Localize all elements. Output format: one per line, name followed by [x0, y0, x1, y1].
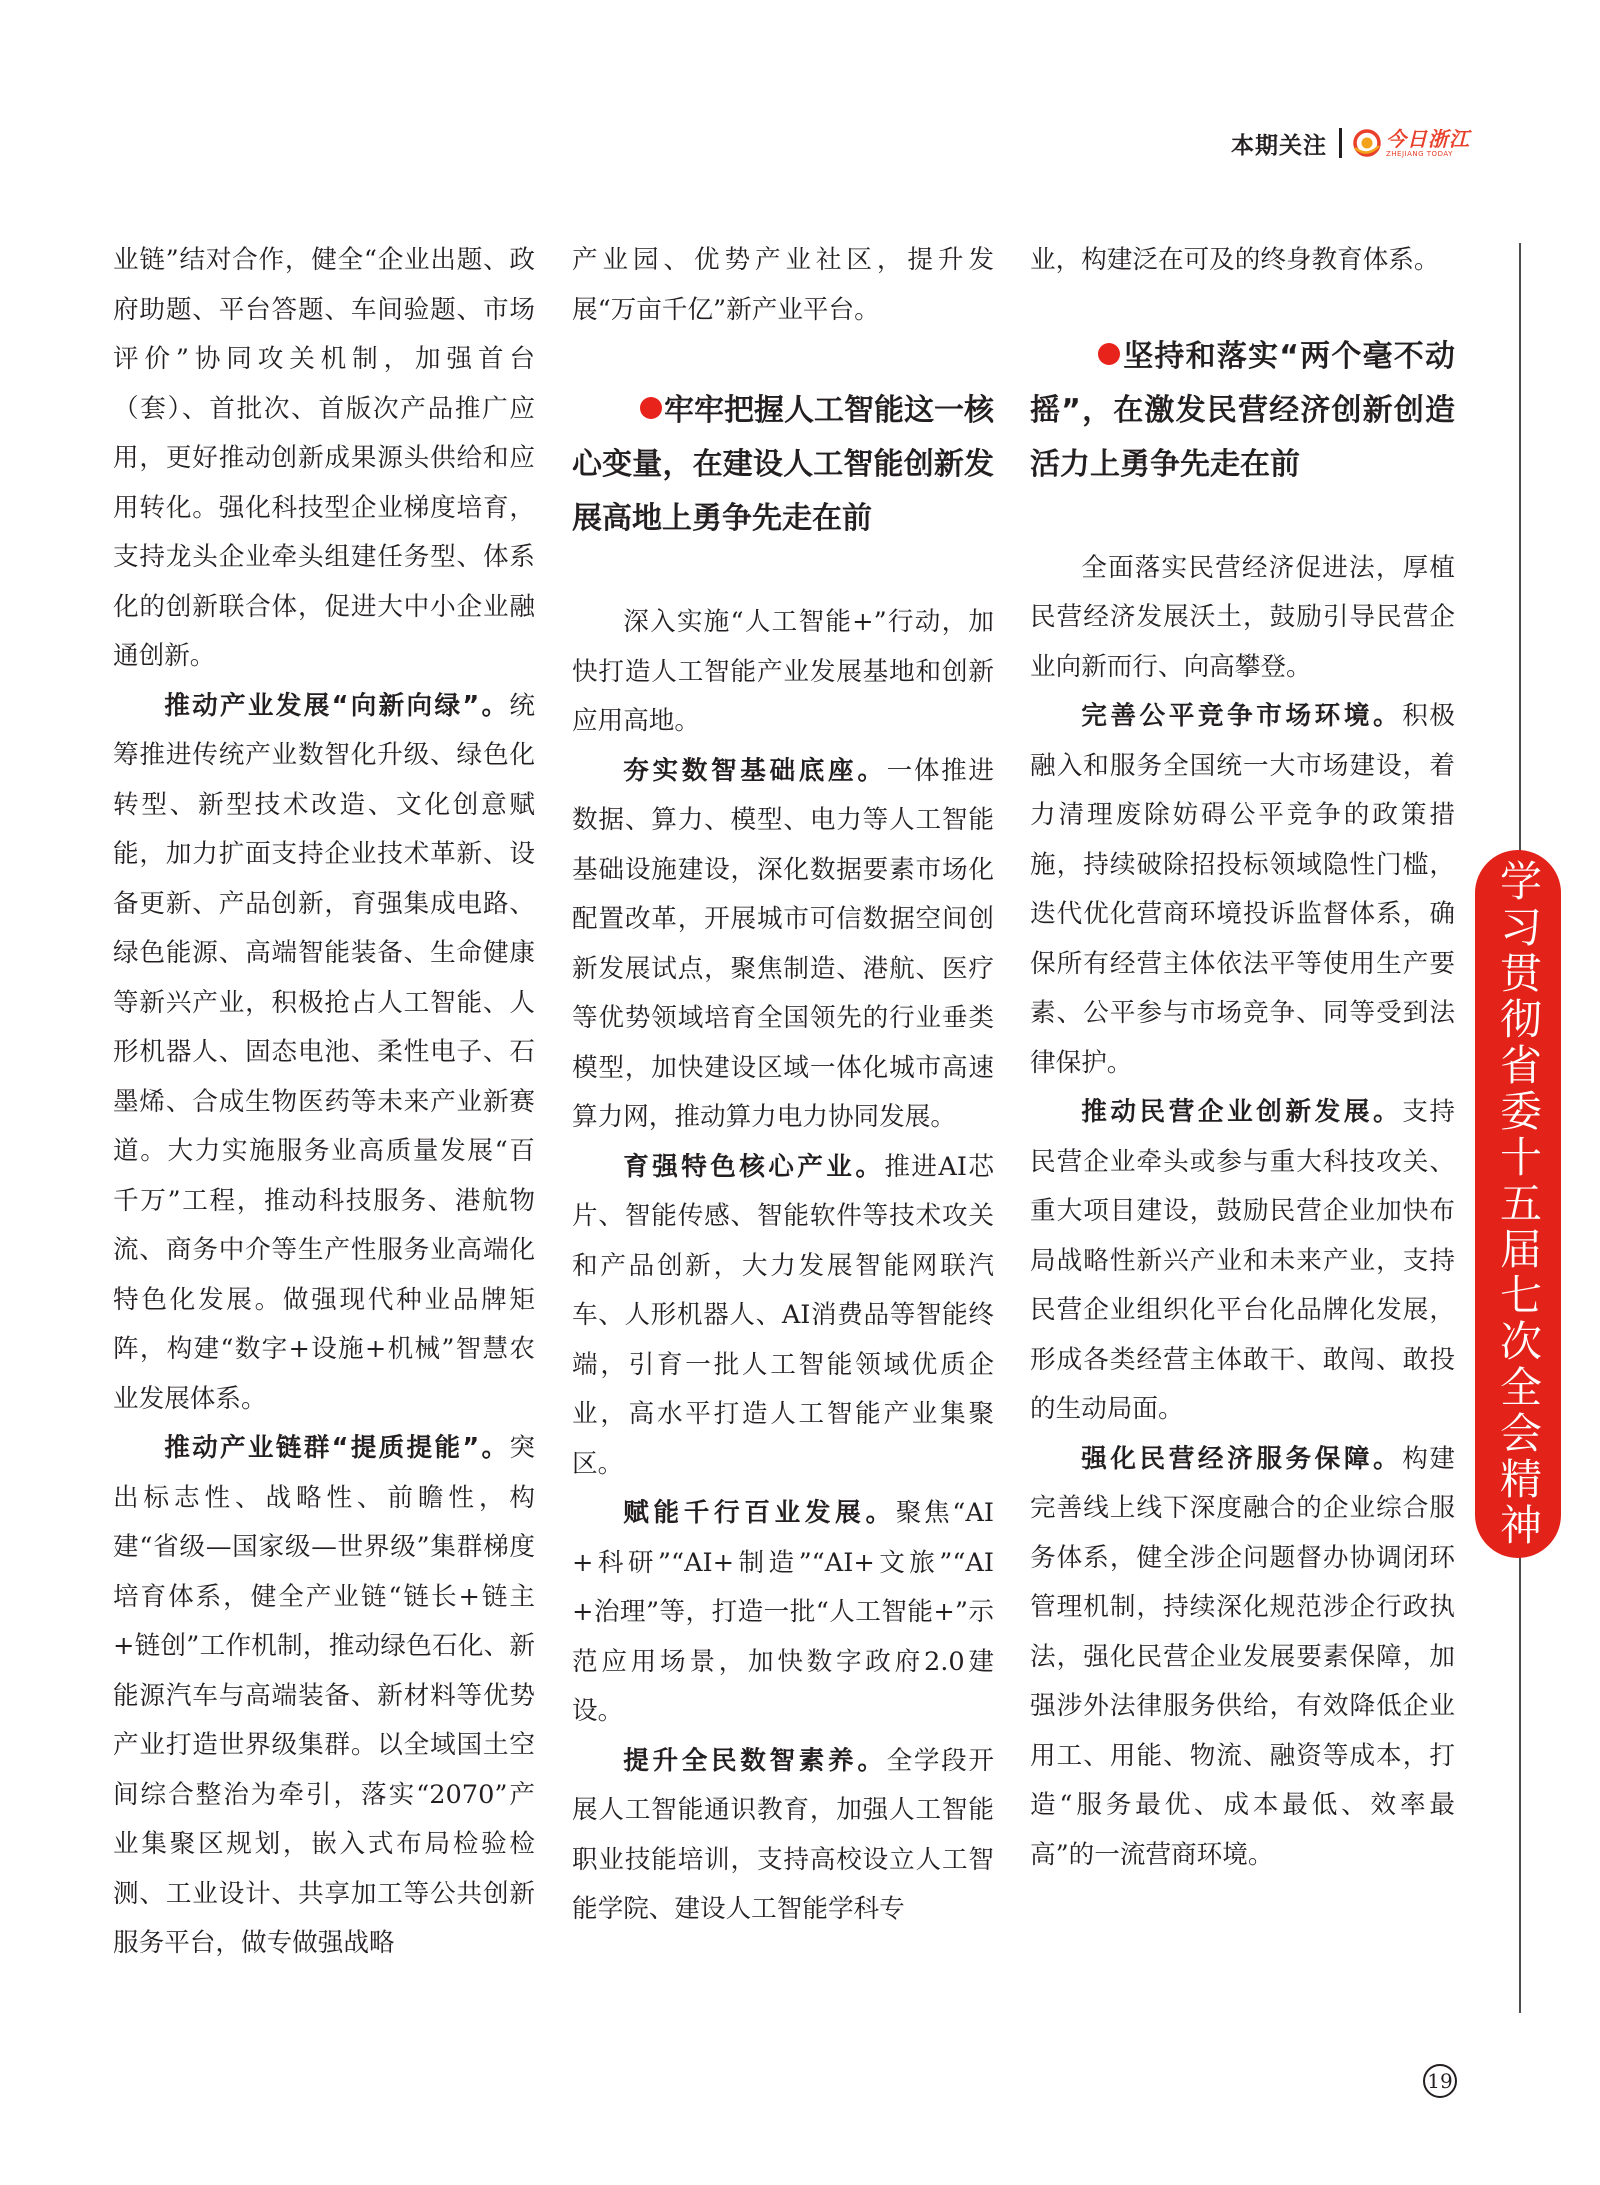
- text-column-2: [572, 236, 994, 1935]
- paragraph-body: 统筹推进传统产业数智化升级、绿色化转型、新型技术改造、文化创意赋能，加力扩面支持企业技术革新、设备更新、产品创新，育强集成电路、绿色能源、高端智能装备、生命健康等新兴产业，积极抢占人工智能、人形机器人、固态电池、柔性电子、石墨烯、合成生物医药等未来产业新赛道。大力实施服务业高质量发展“百千万”工程，推动科技服务、港航物流、商务中介等生产性服务业高端化特色化发展。做强现代种业品牌矩阵，构建“数字+设施+机械”智慧农业发展体系。: [113, 690, 535, 1414]
- text-column-1: [113, 236, 535, 1969]
- logo-chinese-text: 今日浙江: [1386, 126, 1470, 151]
- paragraph: 全面落实民营经济促进法，厚植民营经济发展沃土，鼓励引导民营企业向新而行、向高攀登。: [1030, 552, 1455, 682]
- paragraph-body: 一体推进数据、算力、模型、电力等人工智能基础设施建设，深化数据要素市场化配置改革，开展城市可信数据空间创新发展试点，聚焦制造、港航、医疗等优势领域培育全国领先的行业垂类模型，加快建设区域一体化城市高速算力网，推动算力电力协同发展。: [572, 755, 994, 1132]
- section-heading: [1030, 330, 1455, 492]
- paragraph-body: 推进AI芯片、智能传感、智能软件等技术攻关和产品创新，大力发展智能网联汽车、人形机器人、AI消费品等智能终端，引育一批人工智能领域优质企业，高水平打造人工智能产业集聚区。: [572, 1151, 994, 1479]
- paragraph-body: 积极融入和服务全国统一大市场建设，着力清理废除妨碍公平竞争的政策措施，持续破除招投标领域隐性门槛，迭代优化营商环境投诉监督体系，确保所有经营主体依法平等使用生产要素、公平参与市场竞争、同等受到法律保护。: [1030, 701, 1455, 1078]
- section-heading-text: 坚持和落实“两个毫不动摇”，在激发民营经济创新创造活力上勇争先走在前: [1030, 338, 1455, 482]
- paragraph: [572, 747, 994, 1143]
- paragraph-lead: 完善公平竞争市场环境。: [1081, 701, 1403, 731]
- paragraph: [572, 1737, 994, 1935]
- paragraph-body: 突出标志性、战略性、前瞻性，构建“省级—国家级—世界级”集群梯度培育体系，健全产业链“链长+链主+链创”工作机制，推动绿色石化、新能源汽车与高端装备、新材料等优势产业打造世界级集群。以全域国土空间综合整治为牵引，落实“2070”产业集聚区规划，嵌入式布局检验检测、工业设计、共享加工等公共创新服务平台，做专做强战略: [113, 1433, 535, 1958]
- red-bullet-icon: [640, 397, 662, 419]
- magazine-logo: [1352, 128, 1470, 158]
- paragraph-lead: 育强特色核心产业。: [623, 1151, 885, 1182]
- side-tab-banner: [1475, 850, 1561, 1558]
- paragraph-lead: 推动民营企业创新发展。: [1081, 1097, 1403, 1127]
- paragraph-body: 构建完善线上线下深度融合的企业综合服务体系，健全涉企问题督办协调闭环管理机制，持续深化规范涉企行政执法，强化民营企业发展要素保障，加强涉外法律服务供给，有效降低企业用工、用能、物流、融资等成本，打造“服务最优、成本最低、效率最高”的一流营商环境。: [1030, 1443, 1455, 1870]
- paragraph: [113, 682, 535, 1425]
- paragraph-lead: 推动产业发展“向新向绿”。: [164, 690, 510, 721]
- paragraph: [1030, 692, 1455, 1088]
- paragraph-lead: 强化民营经济服务保障。: [1081, 1443, 1403, 1474]
- red-bullet-icon: [1098, 343, 1120, 365]
- paragraph: [572, 1143, 994, 1490]
- paragraph: 业链”结对合作，健全“企业出题、政府助题、平台答题、车间验题、市场评价”协同攻关机制，加强首台（套）、首批次、首版次产品推广应用，更好推动创新成果源头供给和应用转化。强化科技型企业梯度培育，支持龙头企业牵头组建任务型、体系化的创新联合体，促进大中小企业融通创新。: [113, 245, 535, 671]
- paragraph-body: 全学段开展人工智能通识教育，加强人工智能职业技能培训，支持高校设立人工智能学院、建设人工智能学科专: [572, 1745, 994, 1924]
- text-column-3: [1030, 236, 1455, 1880]
- section-heading-text: 牢牢把握人工智能这一核心变量，在建设人工智能创新发展高地上勇争先走在前: [572, 393, 994, 536]
- page-header: [1231, 120, 1470, 166]
- logo-swirl-icon: [1352, 128, 1382, 158]
- paragraph: [572, 1489, 994, 1737]
- paragraph: 业，构建泛在可及的终身教育体系。: [1030, 245, 1440, 275]
- paragraph: 产业园、优势产业社区，提升发展“万亩千亿”新产业平台。: [572, 245, 994, 325]
- paragraph: [113, 1424, 535, 1969]
- paragraph-lead: 提升全民数智素养。: [623, 1745, 887, 1776]
- paragraph-lead: 夯实数智基础底座。: [623, 755, 887, 786]
- side-tab-text: 学习贯彻省委十五届七次全会精神: [1494, 859, 1543, 1549]
- page-number: 19: [1423, 2064, 1457, 2098]
- paragraph-body: 支持民营企业牵头或参与重大科技攻关、重大项目建设，鼓励民营企业加快布局战略性新兴产业和未来产业，支持民营企业组织化平台化品牌化发展，形成各类经营主体敢干、敢闯、敢投的生动局面。: [1030, 1097, 1455, 1424]
- paragraph: [1030, 1088, 1455, 1435]
- section-heading: [572, 384, 994, 546]
- paragraph-lead: 推动产业链群“提质提能”。: [164, 1433, 510, 1463]
- paragraph-lead: 赋能千行百业发展。: [623, 1498, 896, 1528]
- header-divider: [1339, 128, 1342, 158]
- paragraph-body: 聚焦“AI+科研”“AI+制造”“AI+文旅”“AI+治理”等，打造一批“人工智能+”示范应用场景，加快数字政府2.0建设。: [572, 1498, 994, 1726]
- logo-english-text: ZHEJIANG TODAY: [1386, 149, 1453, 158]
- paragraph: [1030, 1435, 1455, 1881]
- paragraph: 深入实施“人工智能+”行动，加快打造人工智能产业发展基地和创新应用高地。: [572, 607, 994, 736]
- section-label: 本期关注: [1231, 132, 1327, 159]
